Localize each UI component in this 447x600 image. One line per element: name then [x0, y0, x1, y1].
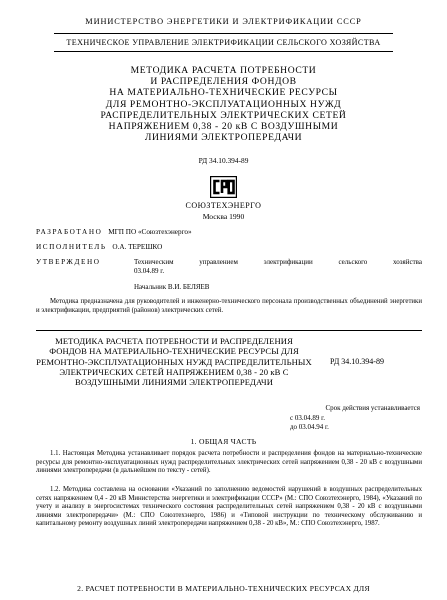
title-line: И РАСПРЕДЕЛЕНИЯ ФОНДОВ [150, 76, 297, 88]
paragraph-1-1: 1.1. Настоящая Методика устанавливает порядок расчета потребности и распределения фондов на материально-технические ресурсы для ремонтно-эксплуатационных нужд распределительных электрических сетей напряжением 0,38 - 20 кВ с воздушными линиями электропередачи (в дальнейшем по тексту - сетей). [36, 450, 422, 475]
validity-to: до 03.04.94 г. [290, 423, 329, 431]
department-header: ТЕХНИЧЕСКОЕ УПРАВЛЕНИЕ ЭЛЕКТРИФИКАЦИИ СЕЛЬСКОГО ХОЗЯЙСТВА [66, 38, 381, 47]
title-line: МЕТОДИКА РАСЧЕТА ПОТРЕБНОСТИ [130, 65, 317, 76]
header-divider-top [54, 33, 393, 34]
approver-chief: Начальник В.И. БЕЛЯЕВ [134, 283, 210, 291]
performer-value: О.А. ТЕРЕШКО [112, 243, 163, 251]
spo-logo-icon [210, 176, 237, 198]
section-1-heading: 1. ОБЩАЯ ЧАСТЬ [190, 437, 257, 446]
approved-label-text: УТВЕРЖДЕНО [36, 258, 101, 266]
approved-date: 03.04.89 г. [134, 267, 165, 275]
section-2-heading: 2. РАСЧЕТ ПОТРЕБНОСТИ В МАТЕРИАЛЬНО-ТЕХНИЧЕСКИХ РЕСУРСАХ ДЛЯ [77, 584, 370, 593]
title-line: ДЛЯ РЕМОНТНО-ЭКСПЛУАТАЦИОННЫХ НУЖД [105, 98, 342, 110]
document-code: РД 34.10.394-89 [198, 156, 249, 165]
title-line: НАПРЯЖЕНИЕМ 0,38 - 20 кВ С ВОЗДУШНЫМИ [108, 121, 339, 133]
validity-line: Срок действия устанавливается [325, 404, 420, 412]
validity-from: с 03.04.89 г. [290, 413, 325, 422]
developed-label: РАЗРАБОТАНО [36, 228, 103, 236]
ministry-header: МИНИСТЕРСТВО ЭНЕРГЕТИКИ И ЭЛЕКТРИФИКАЦИИ СССР [85, 17, 362, 26]
paragraph-1-2: 1.2. Методика составлена на основании «Указаний по заполнению ведомостей нарушений в воздушных распределительных сетях напряжением 0,4 - 20 кВ Министерства энергетики и электрификации СССР» (М.: СПО Союзтехэнерго, 1984), «Указаний по учету и анализу в энергосистемах технического состояния распределительных сетей напряжением 0,38 - 20 кВ с воздушными линиями электропередачи» (М.: СПО Союзтехэнерго, 1986) и «Типовой инструкции по техническому обслуживанию и капитальному ремонту воздушных линий электропередачи напряжением 0,38 - 20 кВ», М.: СПО Союзтехэнерго, 1987. [36, 486, 422, 528]
purpose-paragraph: Методика предназначена для руководителей и инженерно-технического персонала производственных объединений энергетики и электрификации, предприятий (районов) электрических сетей. [36, 298, 422, 314]
document-code-repeat: РД 34.10.394-89 [330, 357, 384, 366]
approved-label [36, 258, 101, 266]
document-title [20, 65, 427, 143]
title-line: РАСПРЕДЕЛИТЕЛЬНЫХ ЭЛЕКТРИЧЕСКИХ СЕТЕЙ [100, 109, 347, 121]
section-divider [36, 330, 422, 331]
publisher-name: СОЮЗТЕХЭНЕРГО [185, 201, 262, 210]
title-line: НА МАТЕРИАЛЬНО-ТЕХНИЧЕСКИЕ РЕСУРСЫ [109, 87, 338, 99]
developed-row [36, 228, 192, 236]
performer-row [36, 243, 162, 251]
developed-value: МГП ПО «Союзтехэнерго» [108, 228, 192, 236]
performer-label: ИСПОЛНИТЕЛЬ [36, 243, 107, 251]
header-divider-bottom [54, 51, 393, 52]
document-title-repeat: МЕТОДИКА РАСЧЕТА ПОТРЕБНОСТИ И РАСПРЕДЕЛЕНИЯ ФОНДОВ НА МАТЕРИАЛЬНО-ТЕХНИЧЕСКИЕ РЕСУРСЫ ДЛЯ РЕМОНТНО-ЭКСПЛУАТАЦИОННЫХ НУЖД РАСПРЕДЕЛИТЕЛЬНЫХ ЭЛЕКТРИЧЕСКИХ СЕТЕЙ НАПРЯЖЕНИЕМ 0,38 - 20 кВ С ВОЗДУШНЫМИ ЛИНИЯМИ ЭЛЕКТРОПЕРЕДАЧИ [36, 336, 312, 388]
publisher-place-year: Москва 1990 [202, 212, 245, 221]
title-line: ЛИНИЯМИ ЭЛЕКТРОПЕРЕДАЧИ [144, 132, 303, 144]
approved-value: Техническим управлением электрификации сельского хозяйства [134, 258, 422, 266]
validity-period [270, 404, 420, 433]
